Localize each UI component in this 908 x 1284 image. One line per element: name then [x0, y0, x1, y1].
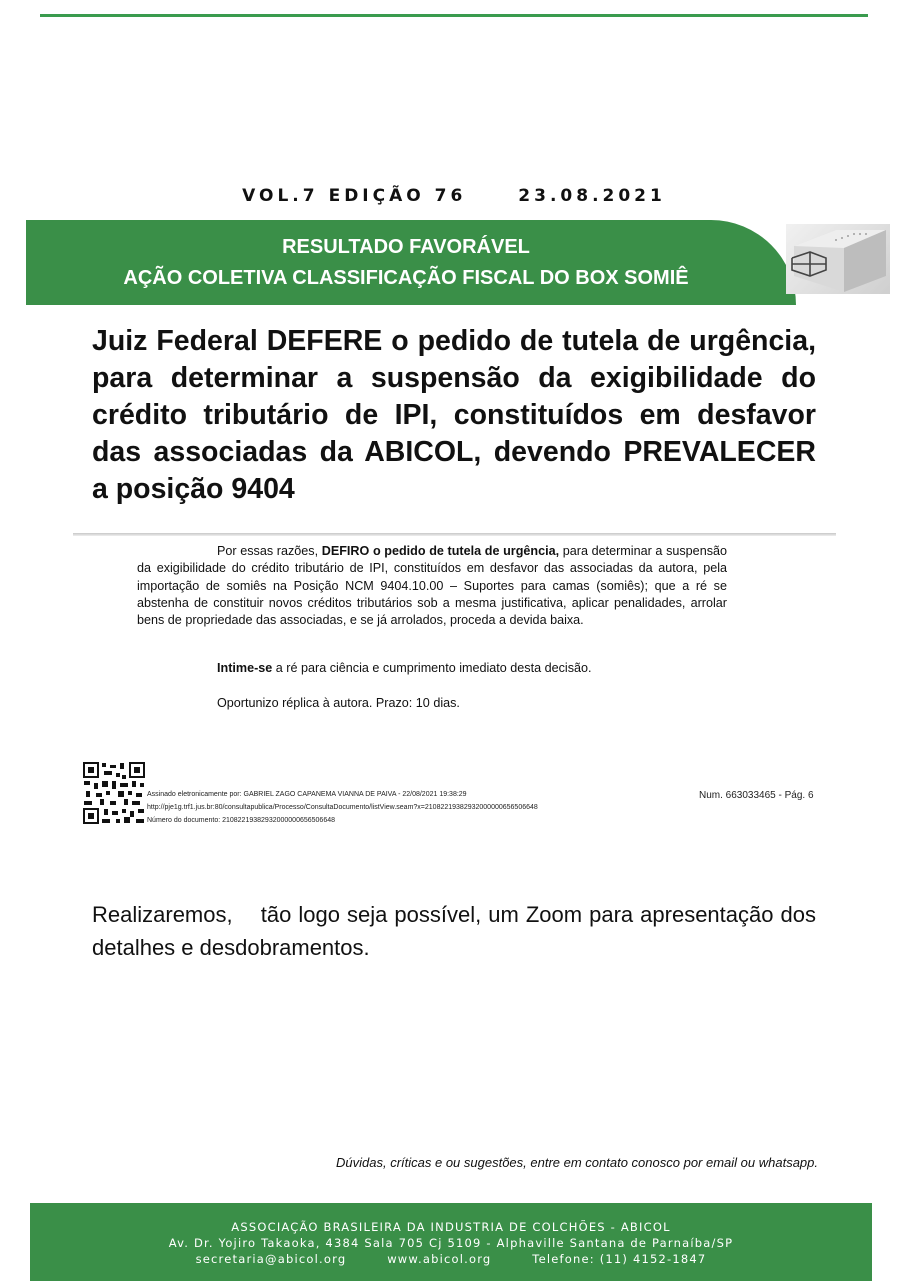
closing-paragraph: Realizaremos, tão logo seja possível, um Zoom para apresentação dos detalhes e desdobramentos. [92, 902, 823, 960]
qr-code-icon [82, 761, 146, 825]
volume: VOL.7 [242, 186, 319, 206]
banner-line-2: AÇÃO COLETIVA CLASSIFICAÇÃO FISCAL DO BOX SOMIÊ [123, 267, 689, 289]
intime-bold: Intime-se [217, 661, 273, 675]
edition-number: EDIÇÃO 76 [328, 186, 467, 206]
court-decision-excerpt [73, 533, 836, 838]
footer-website[interactable]: www.abicol.org [387, 1252, 492, 1266]
intime-line [217, 661, 592, 675]
headline: Juiz Federal DEFERE o pedido de tutela de urgência, para determinar a suspensão da exigibilidade do crédito tributário de IPI, constituídos em desfavor das associadas da ABICOL, devendo PREVALECER a posição 9404 [92, 325, 816, 505]
intime-rest: a ré para ciência e cumprimento imediato desta decisão. [272, 661, 592, 675]
footer-address: Av. Dr. Yojiro Takaoka, 4384 Sala 705 Cj 5109 - Alphaville Santana de Parnaíba/SP [168, 1236, 734, 1250]
excerpt-top-edge [73, 533, 836, 536]
signature-line-1: Assinado eletronicamente por: GABRIEL ZAGO CAPANEMA VIANNA DE PAIVA - 22/08/2021 19:38:29 [147, 791, 467, 798]
banner-line-1: RESULTADO FAVORÁVEL [282, 236, 530, 258]
footer-contacts [30, 1252, 872, 1266]
decision-rest: para determinar a suspensão da exigibilidade do crédito tributário de IPI, constituídos em desfavor das associadas da autora, pela importação de somiês na Posição NCM 9404.10.00 – Suportes para camas (somiês); que a ré se abstenha de constituir novos créditos tributários sob a mesma justificativa, aplicar penalidades, arrolar bens de propriedade das associadas, e se já arrolados, proceda a devida baixa. [137, 544, 727, 628]
footer-phone: Telefone: (11) 4152-1847 [532, 1252, 707, 1266]
replica-line: Oportunizo réplica à autora. Prazo: 10 dias. [217, 696, 460, 710]
electronic-signature [147, 788, 538, 827]
footer-email[interactable]: secretaria@abicol.org [195, 1252, 347, 1266]
contact-note: Dúvidas, críticas e ou sugestões, entre em contato conosco por email ou whatsapp. [336, 1155, 818, 1170]
top-divider [40, 14, 868, 17]
decision-prefix: Por essas razões, [217, 544, 322, 558]
decision-bold: DEFIRO o pedido de tutela de urgência, [321, 544, 560, 558]
footer [30, 1203, 872, 1281]
signature-line-2: http://pje1g.trf1.jus.br:80/consultapublica/Processo/ConsultaDocumento/listView.seam?x=21082219382932000000656506648 [147, 804, 538, 811]
edition-date: 23.08.2021 [518, 186, 666, 206]
signature-line-3: Número do documento: 21082219382932000000656506648 [147, 817, 335, 824]
page-reference: Num. 663033465 - Pág. 6 [699, 790, 814, 801]
decision-paragraph [137, 543, 727, 629]
box-spring-image [786, 224, 890, 294]
footer-org: ASSOCIAÇÃO BRASILEIRA DA INDUSTRIA DE COLCHÕES - ABICOL [231, 1220, 671, 1234]
banner-text [26, 232, 786, 294]
edition-line [0, 186, 908, 206]
